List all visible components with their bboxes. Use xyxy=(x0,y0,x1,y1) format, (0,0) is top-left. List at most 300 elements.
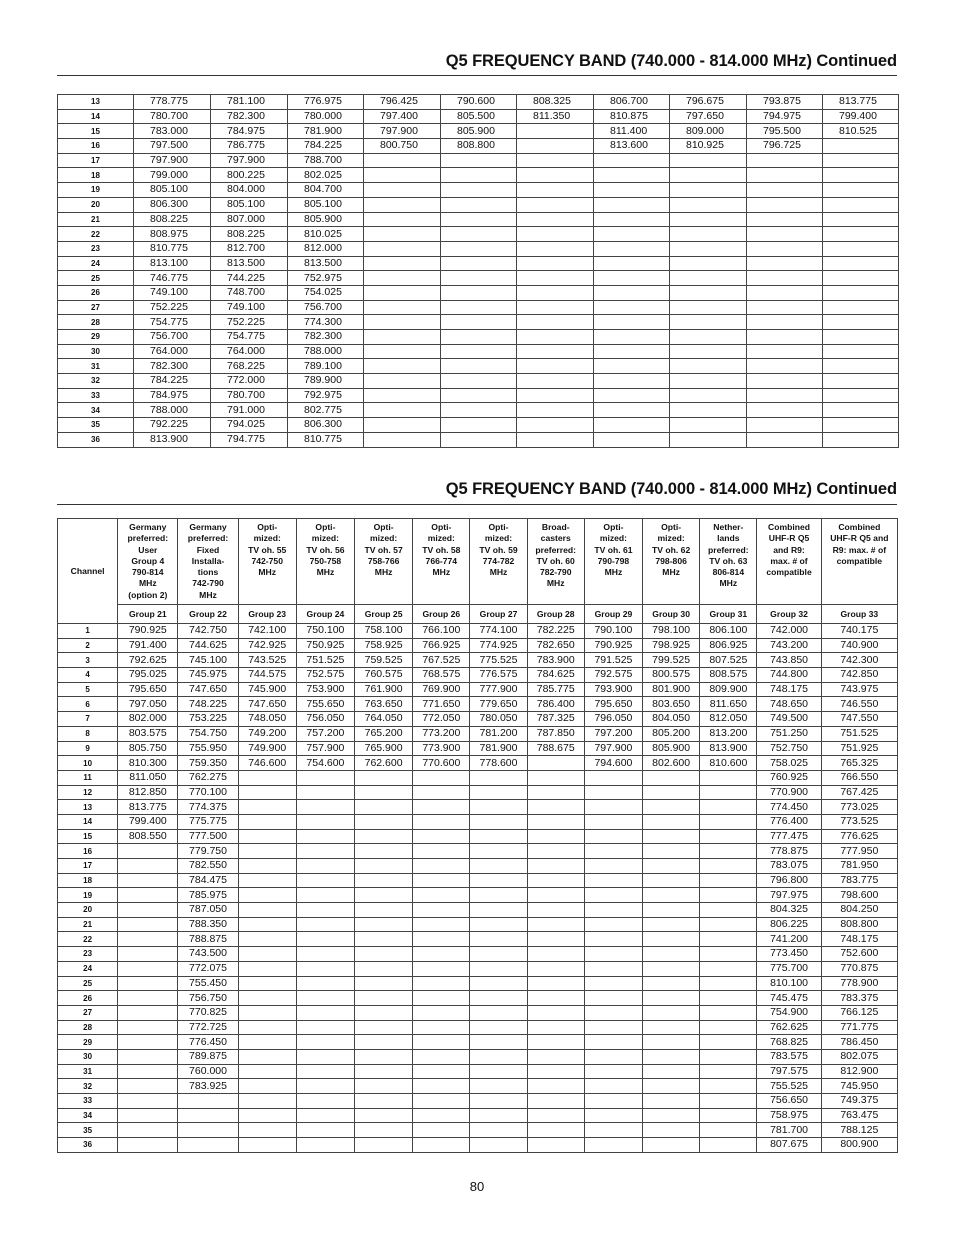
frequency-cell xyxy=(470,947,527,962)
frequency-cell xyxy=(470,1064,527,1079)
table-row xyxy=(58,624,898,639)
frequency-cell xyxy=(355,1020,413,1035)
frequency-cell xyxy=(700,961,757,976)
table-row xyxy=(58,829,898,844)
frequency-cell: 777.900 xyxy=(470,682,527,697)
column-header-line: (option 2) xyxy=(128,589,168,600)
channel-cell: 36 xyxy=(58,432,134,447)
frequency-cell xyxy=(118,888,178,903)
frequency-cell: 803.575 xyxy=(118,726,178,741)
frequency-cell xyxy=(517,256,594,271)
frequency-cell: 776.400 xyxy=(757,814,821,829)
frequency-cell xyxy=(296,1108,354,1123)
frequency-cell: 807.525 xyxy=(700,653,757,668)
frequency-cell xyxy=(670,212,747,227)
column-header-line: MHz xyxy=(316,567,335,578)
frequency-cell: 800.900 xyxy=(821,1138,897,1153)
frequency-cell: 772.725 xyxy=(178,1020,238,1035)
channel-cell: 33 xyxy=(58,388,134,403)
frequency-cell: 808.575 xyxy=(700,668,757,683)
frequency-cell xyxy=(584,770,642,785)
frequency-cell xyxy=(470,961,527,976)
frequency-cell xyxy=(364,403,441,418)
frequency-cell: 776.975 xyxy=(288,95,364,110)
frequency-cell: 749.100 xyxy=(134,285,211,300)
frequency-cell: 810.300 xyxy=(118,756,178,771)
frequency-cell xyxy=(470,1020,527,1035)
frequency-cell xyxy=(584,903,642,918)
column-header xyxy=(470,519,527,605)
frequency-cell: 798.100 xyxy=(643,624,700,639)
frequency-cell xyxy=(517,183,594,198)
frequency-cell: 797.500 xyxy=(134,139,211,154)
frequency-cell: 806.700 xyxy=(594,95,670,110)
frequency-cell xyxy=(470,1005,527,1020)
frequency-cell: 795.500 xyxy=(747,124,823,139)
frequency-cell: 756.700 xyxy=(134,330,211,345)
frequency-cell xyxy=(118,1064,178,1079)
frequency-cell: 748.050 xyxy=(238,712,296,727)
frequency-cell xyxy=(238,800,296,815)
frequency-cell xyxy=(441,359,517,374)
column-header-line: Opti- xyxy=(488,522,509,532)
channel-cell: 26 xyxy=(58,991,118,1006)
table-row xyxy=(58,285,899,300)
frequency-cell: 800.575 xyxy=(643,668,700,683)
frequency-cell xyxy=(747,432,823,447)
frequency-cell: 756.650 xyxy=(757,1094,821,1109)
column-header-line: MHz xyxy=(546,578,565,589)
channel-cell: 36 xyxy=(58,1138,118,1153)
channel-cell: 29 xyxy=(58,1035,118,1050)
frequency-cell: 788.000 xyxy=(134,403,211,418)
frequency-cell: 750.925 xyxy=(296,638,354,653)
frequency-cell xyxy=(823,315,899,330)
frequency-cell: 773.900 xyxy=(413,741,470,756)
frequency-cell: 754.750 xyxy=(178,726,238,741)
frequency-cell: 806.925 xyxy=(700,638,757,653)
frequency-cell: 775.775 xyxy=(178,814,238,829)
frequency-cell: 792.575 xyxy=(584,668,642,683)
frequency-cell xyxy=(747,403,823,418)
frequency-cell: 755.950 xyxy=(178,741,238,756)
frequency-cell xyxy=(594,388,670,403)
frequency-cell: 805.900 xyxy=(441,124,517,139)
frequency-cell: 752.600 xyxy=(821,947,897,962)
frequency-cell: 755.650 xyxy=(296,697,354,712)
column-header-line: 790-798 xyxy=(597,555,630,566)
frequency-cell xyxy=(594,227,670,242)
frequency-cell xyxy=(643,888,700,903)
table-row xyxy=(58,330,899,345)
column-header-line: MHz xyxy=(489,567,508,578)
channel-cell: 22 xyxy=(58,227,134,242)
table-row xyxy=(58,183,899,198)
column-header-line: 750-758 xyxy=(309,555,342,566)
frequency-cell xyxy=(747,344,823,359)
frequency-cell: 770.100 xyxy=(178,785,238,800)
column-header-line: compatible xyxy=(766,567,812,578)
frequency-cell: 781.700 xyxy=(757,1123,821,1138)
frequency-cell: 808.550 xyxy=(118,829,178,844)
frequency-cell: 812.900 xyxy=(821,1064,897,1079)
frequency-cell xyxy=(517,241,594,256)
frequency-cell: 774.100 xyxy=(470,624,527,639)
frequency-cell: 805.500 xyxy=(441,109,517,124)
table-row xyxy=(58,432,899,447)
frequency-table-bottom xyxy=(57,518,898,1153)
frequency-cell: 768.575 xyxy=(413,668,470,683)
frequency-cell xyxy=(700,1005,757,1020)
column-header-line: max. # of xyxy=(770,555,808,566)
frequency-cell xyxy=(643,844,700,859)
frequency-cell: 798.600 xyxy=(821,888,897,903)
column-header xyxy=(700,519,757,605)
table-row xyxy=(58,418,899,433)
frequency-cell xyxy=(700,1108,757,1123)
frequency-cell: 742.300 xyxy=(821,653,897,668)
frequency-cell: 811.650 xyxy=(700,697,757,712)
channel-cell: 31 xyxy=(58,1064,118,1079)
channel-cell: 26 xyxy=(58,285,134,300)
frequency-cell: 782.300 xyxy=(134,359,211,374)
frequency-cell xyxy=(470,1035,527,1050)
frequency-cell xyxy=(364,168,441,183)
frequency-cell: 784.475 xyxy=(178,873,238,888)
group-header: Group 24 xyxy=(296,605,354,624)
frequency-cell: 764.000 xyxy=(134,344,211,359)
frequency-cell xyxy=(643,873,700,888)
frequency-cell xyxy=(355,1005,413,1020)
frequency-cell: 800.750 xyxy=(364,139,441,154)
frequency-cell: 812.050 xyxy=(700,712,757,727)
channel-cell: 13 xyxy=(58,800,118,815)
frequency-cell: 752.750 xyxy=(757,741,821,756)
table-row xyxy=(58,256,899,271)
frequency-cell xyxy=(413,947,470,962)
frequency-cell: 783.075 xyxy=(757,859,821,874)
table-row xyxy=(58,153,899,168)
frequency-cell xyxy=(584,873,642,888)
column-header-line: Opti- xyxy=(661,522,682,532)
column-header xyxy=(527,519,584,605)
frequency-cell xyxy=(238,1035,296,1050)
table-row xyxy=(58,271,899,286)
frequency-cell xyxy=(470,829,527,844)
frequency-cell xyxy=(517,374,594,389)
channel-cell: 34 xyxy=(58,403,134,418)
frequency-cell xyxy=(238,1123,296,1138)
frequency-cell: 745.950 xyxy=(821,1079,897,1094)
frequency-cell xyxy=(527,1094,584,1109)
frequency-cell xyxy=(527,932,584,947)
frequency-cell: 776.625 xyxy=(821,829,897,844)
frequency-cell: 809.900 xyxy=(700,682,757,697)
section-title-bottom: Q5 FREQUENCY BAND (740.000 - 814.000 MHz) Continued xyxy=(445,480,897,498)
frequency-cell: 793.875 xyxy=(747,95,823,110)
table-row xyxy=(58,653,898,668)
column-header xyxy=(413,519,470,605)
frequency-cell xyxy=(594,241,670,256)
group-header: Group 21 xyxy=(118,605,178,624)
frequency-cell xyxy=(470,785,527,800)
frequency-cell xyxy=(670,432,747,447)
frequency-cell: 813.600 xyxy=(594,139,670,154)
column-header-line: preferred: xyxy=(127,533,169,544)
frequency-cell xyxy=(747,153,823,168)
column-header-line: TV oh. 56 xyxy=(306,544,345,555)
frequency-cell xyxy=(517,212,594,227)
table-row xyxy=(58,756,898,771)
frequency-cell xyxy=(527,770,584,785)
frequency-cell xyxy=(584,1138,642,1153)
frequency-cell xyxy=(670,271,747,286)
frequency-cell: 788.700 xyxy=(288,153,364,168)
frequency-cell xyxy=(670,315,747,330)
column-header-line: Combined xyxy=(768,522,811,532)
frequency-cell xyxy=(441,153,517,168)
frequency-cell: 752.225 xyxy=(134,300,211,315)
frequency-cell xyxy=(238,1049,296,1064)
frequency-cell: 760.000 xyxy=(178,1064,238,1079)
frequency-cell: 783.775 xyxy=(821,873,897,888)
frequency-cell xyxy=(178,1108,238,1123)
frequency-cell: 795.025 xyxy=(118,668,178,683)
frequency-cell xyxy=(470,1094,527,1109)
frequency-cell xyxy=(823,344,899,359)
frequency-cell: 783.900 xyxy=(527,653,584,668)
frequency-cell xyxy=(470,991,527,1006)
frequency-cell xyxy=(527,800,584,815)
frequency-cell xyxy=(527,888,584,903)
frequency-cell xyxy=(670,183,747,198)
frequency-cell: 759.350 xyxy=(178,756,238,771)
frequency-cell xyxy=(413,770,470,785)
frequency-cell: 743.500 xyxy=(178,947,238,962)
frequency-cell xyxy=(700,1020,757,1035)
frequency-cell xyxy=(594,168,670,183)
frequency-cell xyxy=(118,1108,178,1123)
column-header-line: Opti- xyxy=(373,522,394,532)
column-header-line: Opti- xyxy=(603,522,624,532)
frequency-cell xyxy=(670,374,747,389)
frequency-cell: 796.425 xyxy=(364,95,441,110)
frequency-cell xyxy=(238,1005,296,1020)
frequency-cell: 751.925 xyxy=(821,741,897,756)
frequency-cell xyxy=(364,330,441,345)
frequency-cell xyxy=(355,814,413,829)
frequency-cell xyxy=(118,932,178,947)
frequency-cell xyxy=(441,183,517,198)
frequency-cell xyxy=(470,859,527,874)
frequency-cell: 799.525 xyxy=(643,653,700,668)
group-header: Group 26 xyxy=(413,605,470,624)
frequency-cell xyxy=(118,1005,178,1020)
frequency-cell xyxy=(643,829,700,844)
column-header-line: casters xyxy=(540,533,571,544)
frequency-cell: 765.900 xyxy=(355,741,413,756)
frequency-cell xyxy=(441,418,517,433)
frequency-cell xyxy=(700,814,757,829)
channel-cell: 19 xyxy=(58,888,118,903)
frequency-cell xyxy=(594,153,670,168)
column-header-line: Fixed xyxy=(196,544,220,555)
frequency-cell: 802.600 xyxy=(643,756,700,771)
frequency-cell: 763.650 xyxy=(355,697,413,712)
frequency-cell: 794.600 xyxy=(584,756,642,771)
frequency-cell xyxy=(355,1079,413,1094)
frequency-cell: 786.400 xyxy=(527,697,584,712)
frequency-cell xyxy=(670,330,747,345)
frequency-cell: 808.225 xyxy=(134,212,211,227)
frequency-cell xyxy=(527,785,584,800)
frequency-cell xyxy=(470,770,527,785)
frequency-cell: 768.225 xyxy=(211,359,288,374)
frequency-cell: 811.400 xyxy=(594,124,670,139)
frequency-cell xyxy=(364,212,441,227)
column-header-line: preferred: xyxy=(187,533,229,544)
frequency-cell xyxy=(413,1079,470,1094)
frequency-cell xyxy=(118,1020,178,1035)
frequency-cell xyxy=(747,315,823,330)
frequency-cell xyxy=(584,829,642,844)
frequency-cell: 743.850 xyxy=(757,653,821,668)
table-row xyxy=(58,403,899,418)
table-row xyxy=(58,241,899,256)
table-row xyxy=(58,109,899,124)
table-row xyxy=(58,1064,898,1079)
frequency-cell: 776.575 xyxy=(470,668,527,683)
frequency-table-top xyxy=(57,94,899,448)
frequency-cell xyxy=(584,844,642,859)
frequency-cell: 779.650 xyxy=(470,697,527,712)
frequency-cell xyxy=(413,976,470,991)
frequency-cell xyxy=(670,418,747,433)
frequency-cell xyxy=(413,991,470,1006)
frequency-cell xyxy=(823,153,899,168)
column-header-line: and R9: xyxy=(773,544,805,555)
frequency-cell: 758.975 xyxy=(757,1108,821,1123)
frequency-cell xyxy=(823,139,899,154)
frequency-cell xyxy=(823,227,899,242)
frequency-cell xyxy=(364,388,441,403)
frequency-cell xyxy=(364,344,441,359)
frequency-cell xyxy=(594,418,670,433)
frequency-cell: 797.650 xyxy=(670,109,747,124)
frequency-cell xyxy=(700,888,757,903)
frequency-cell xyxy=(527,1049,584,1064)
table-row xyxy=(58,374,899,389)
column-header-line: 798-806 xyxy=(655,555,687,566)
frequency-cell: 797.975 xyxy=(757,888,821,903)
frequency-cell xyxy=(355,903,413,918)
frequency-cell: 772.075 xyxy=(178,961,238,976)
column-header-line: 782-790 xyxy=(539,567,572,578)
frequency-cell: 813.775 xyxy=(118,800,178,815)
frequency-cell xyxy=(470,873,527,888)
channel-cell: 21 xyxy=(58,917,118,932)
frequency-cell xyxy=(441,212,517,227)
frequency-cell: 791.000 xyxy=(211,403,288,418)
frequency-cell: 766.100 xyxy=(413,624,470,639)
frequency-cell: 788.675 xyxy=(527,741,584,756)
table-row xyxy=(58,1138,898,1153)
frequency-cell xyxy=(413,932,470,947)
channel-cell: 12 xyxy=(58,785,118,800)
frequency-cell xyxy=(527,859,584,874)
frequency-cell xyxy=(517,168,594,183)
column-header xyxy=(178,519,238,605)
frequency-cell xyxy=(238,1020,296,1035)
channel-cell: 9 xyxy=(58,741,118,756)
frequency-cell xyxy=(296,800,354,815)
channel-cell: 32 xyxy=(58,374,134,389)
frequency-cell xyxy=(527,873,584,888)
frequency-cell xyxy=(643,976,700,991)
frequency-cell xyxy=(747,330,823,345)
frequency-cell: 743.200 xyxy=(757,638,821,653)
table-row xyxy=(58,697,898,712)
frequency-cell: 804.050 xyxy=(643,712,700,727)
frequency-cell xyxy=(118,1079,178,1094)
frequency-cell xyxy=(823,388,899,403)
frequency-cell: 808.225 xyxy=(211,227,288,242)
frequency-cell: 754.600 xyxy=(296,756,354,771)
frequency-cell xyxy=(643,1049,700,1064)
frequency-cell xyxy=(296,903,354,918)
frequency-cell: 797.900 xyxy=(364,124,441,139)
frequency-cell xyxy=(823,285,899,300)
frequency-cell xyxy=(296,1079,354,1094)
frequency-cell xyxy=(364,359,441,374)
frequency-cell xyxy=(118,976,178,991)
frequency-cell xyxy=(413,1123,470,1138)
frequency-cell xyxy=(238,1138,296,1153)
frequency-cell: 810.025 xyxy=(288,227,364,242)
group-header: Group 28 xyxy=(527,605,584,624)
frequency-cell: 773.200 xyxy=(413,726,470,741)
frequency-cell xyxy=(517,227,594,242)
frequency-cell xyxy=(643,785,700,800)
frequency-cell xyxy=(470,1079,527,1094)
frequency-cell: 804.325 xyxy=(757,903,821,918)
frequency-cell xyxy=(700,844,757,859)
frequency-cell: 751.525 xyxy=(821,726,897,741)
frequency-cell xyxy=(584,1079,642,1094)
frequency-cell: 806.225 xyxy=(757,917,821,932)
frequency-cell xyxy=(527,1020,584,1035)
column-header-line: MHz xyxy=(258,567,277,578)
frequency-cell xyxy=(670,197,747,212)
frequency-cell: 792.975 xyxy=(288,388,364,403)
table-row xyxy=(58,95,899,110)
frequency-cell: 773.525 xyxy=(821,814,897,829)
frequency-cell xyxy=(441,285,517,300)
frequency-cell xyxy=(355,947,413,962)
frequency-cell: 772.050 xyxy=(413,712,470,727)
frequency-cell xyxy=(584,800,642,815)
table-row xyxy=(58,300,899,315)
column-header-line: User xyxy=(138,544,158,555)
frequency-cell: 813.775 xyxy=(823,95,899,110)
frequency-cell: 813.900 xyxy=(700,741,757,756)
frequency-cell xyxy=(364,300,441,315)
frequency-cell xyxy=(823,418,899,433)
frequency-cell xyxy=(238,947,296,962)
frequency-cell xyxy=(670,359,747,374)
frequency-cell xyxy=(700,829,757,844)
frequency-cell: 756.050 xyxy=(296,712,354,727)
